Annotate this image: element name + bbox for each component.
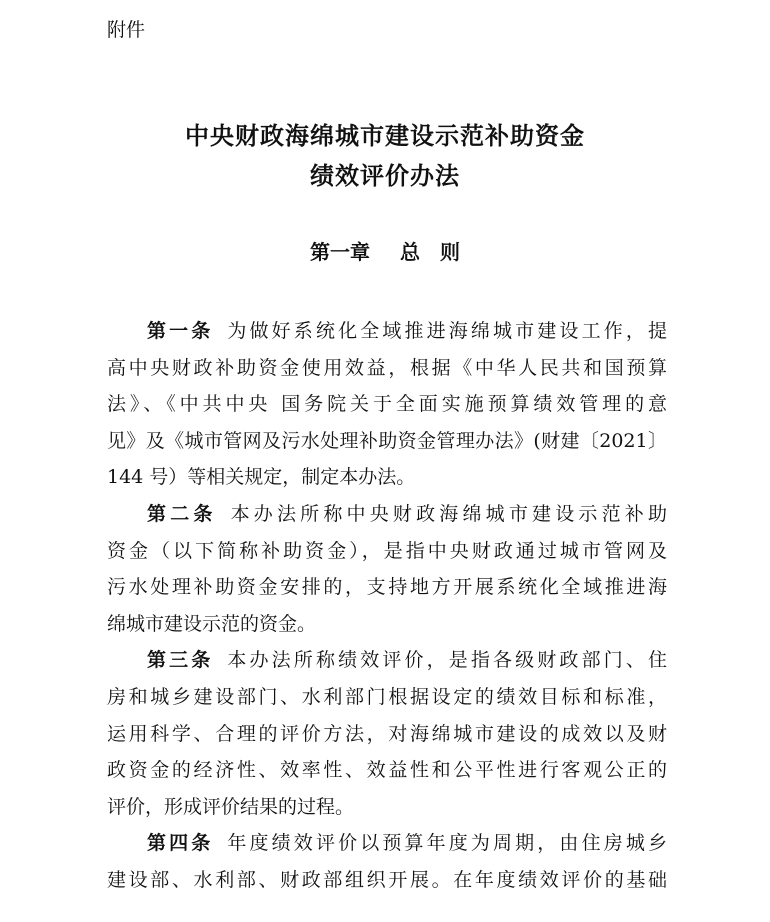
article-label: 第三条 xyxy=(147,649,214,672)
paragraph-line: 144 号）等相关规定，制定本办法。 xyxy=(107,466,416,489)
chapter-name: 总 则 xyxy=(400,240,460,264)
document-title-line-1: 中央财政海绵城市建设示范补助资金 xyxy=(185,121,585,150)
article-4 xyxy=(107,825,667,898)
paragraph-line: 运用科学、合理的评价方法，对海绵城市建设的成效以及财 xyxy=(107,722,667,745)
paragraph-line: 第三条 本办法所称绩效评价，是指各级财政部门、住 xyxy=(147,649,667,672)
article-label: 第四条 xyxy=(147,832,214,855)
paragraph-line: 资金（以下简称补助资金），是指中央财政通过城市管网及 xyxy=(107,539,667,562)
paragraph-line: 第四条 年度绩效评价以预算年度为周期，由住房城乡 xyxy=(147,832,667,855)
document-body xyxy=(107,313,667,899)
article-label: 第二条 xyxy=(147,502,217,525)
paragraph-line: 建设部、水利部、财政部组织开展。在年度绩效评价的基础 xyxy=(107,868,667,891)
paragraph-line: 第二条 本办法所称中央财政海绵城市建设示范补助 xyxy=(147,502,667,525)
article-1 xyxy=(107,313,667,496)
paragraph-line: 政资金的经济性、效率性、效益性和公平性进行客观公正的 xyxy=(107,759,667,782)
paragraph-line: 第一条 为做好系统化全域推进海绵城市建设工作，提 xyxy=(147,320,667,342)
paragraph-line: 见》及《城市管网及污水处理补助资金管理办法》(财建〔2021〕 xyxy=(107,429,667,452)
paragraph-line: 法》、《中共中央 国务院关于全面实施预算绩效管理的意 xyxy=(107,393,667,416)
chapter-heading xyxy=(0,237,770,267)
paragraph-line: 高中央财政补助资金使用效益，根据《中华人民共和国预算 xyxy=(107,356,667,379)
paragraph-line: 房和城乡建设部门、水利部门根据设定的绩效目标和标准， xyxy=(107,685,667,708)
chapter-number: 第一章 xyxy=(310,240,370,264)
document-title-line-2: 绩效评价办法 xyxy=(310,161,460,190)
paragraph-line: 绵城市建设示范的资金。 xyxy=(107,612,317,635)
article-label: 第一条 xyxy=(147,320,214,342)
paragraph-line: 评价，形成评价结果的过程。 xyxy=(107,795,355,818)
article-2 xyxy=(107,496,667,642)
paragraph-line: 污水处理补助资金安排的，支持地方开展系统化全域推进海 xyxy=(107,576,667,599)
article-3 xyxy=(107,642,667,825)
attachment-label: 附件 xyxy=(107,19,146,41)
